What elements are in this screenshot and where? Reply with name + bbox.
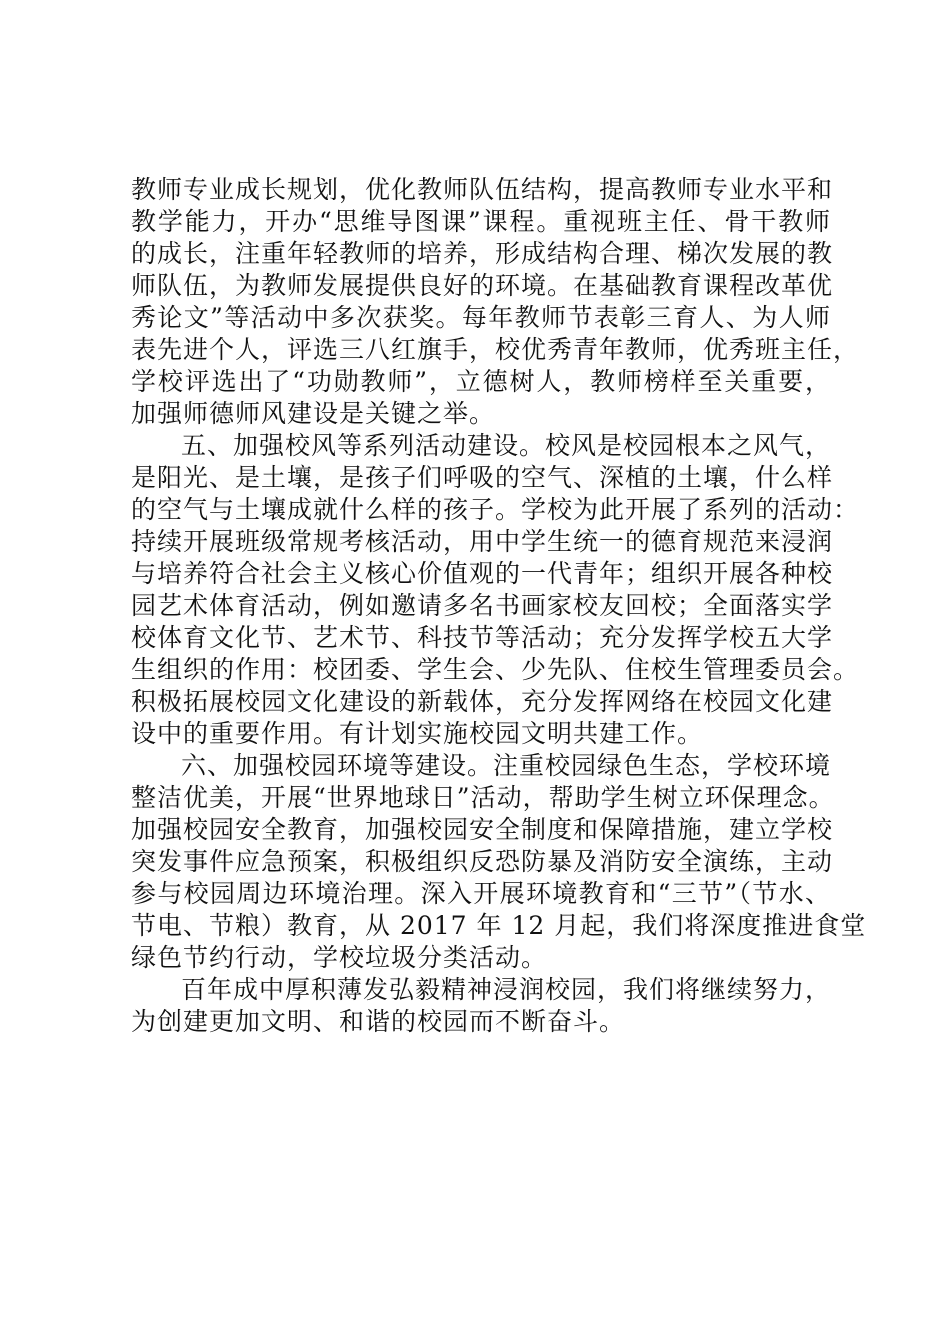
- text-line: 参与校园周边环境治理。深入开展环境教育和“三节”（节水、: [131, 879, 831, 908]
- text-line: 加强师德师风建设是关键之举。: [131, 399, 496, 428]
- text-line: 教师专业成长规划，优化教师队伍结构，提高教师专业水平和: [131, 175, 834, 204]
- text-line: 加强校园安全教育，加强校园安全制度和保障措施，建立学校: [131, 815, 834, 844]
- text-line: 秀论文”等活动中多次获奖。每年教师节表彰三育人、为人师: [131, 303, 831, 332]
- text-line: 整洁优美，开展“世界地球日”活动，帮助学生树立环保理念。: [131, 783, 835, 812]
- text-line: 节电、节粮）教育，从 2017 年 12 月起，我们将深度推进食堂: [131, 911, 867, 940]
- text-line: 设中的重要作用。有计划实施校园文明共建工作。: [131, 719, 704, 748]
- text-line: 师队伍，为教师发展提供良好的环境。在基础教育课程改革优: [131, 271, 834, 300]
- text-line: 持续开展班级常规考核活动，用中学生统一的德育规范来浸润: [131, 527, 834, 556]
- text-line: 绿色节约行动，学校垃圾分类活动。: [131, 943, 548, 972]
- text-line: 积极拓展校园文化建设的新载体，充分发挥网络在校园文化建: [131, 687, 834, 716]
- paragraph-start-line: 五、加强校风等系列活动建设。校风是校园根本之风气，: [181, 431, 832, 460]
- paragraph-start-line: 百年成中厚积薄发弘毅精神浸润校园，我们将继续努力，: [181, 975, 832, 1004]
- text-line: 学校评选出了“功勋教师”，立德树人，教师榜样至关重要，: [131, 367, 831, 396]
- paragraph-start-line: 六、加强校园环境等建设。注重校园绿色生态，学校环境: [181, 751, 832, 780]
- document-body: [131, 174, 867, 1038]
- text-line: 教学能力，开办“思维导图课”课程。重视班主任、骨干教师: [131, 207, 831, 236]
- text-line: 是阳光、是土壤，是孩子们呼吸的空气、深植的土壤，什么样: [131, 463, 834, 492]
- text-line: 表先进个人，评选三八红旗手，校优秀青年教师，优秀班主任，: [131, 335, 860, 364]
- text-line: 为创建更加文明、和谐的校园而不断奋斗。: [131, 1007, 626, 1036]
- text-line: 突发事件应急预案，积极组织反恐防暴及消防安全演练，主动: [131, 847, 834, 876]
- text-line: 的空气与土壤成就什么样的孩子。学校为此开展了系列的活动：: [131, 495, 860, 524]
- text-line: 校体育文化节、艺术节、科技节等活动；充分发挥学校五大学: [131, 623, 834, 652]
- text-line: 生组织的作用：校团委、学生会、少先队、住校生管理委员会。: [131, 655, 860, 684]
- text-line: 园艺术体育活动，例如邀请多名书画家校友回校；全面落实学: [131, 591, 834, 620]
- text-line: 与培养符合社会主义核心价值观的一代青年；组织开展各种校: [131, 559, 834, 588]
- text-line: 的成长，注重年轻教师的培养，形成结构合理、梯次发展的教: [131, 239, 834, 268]
